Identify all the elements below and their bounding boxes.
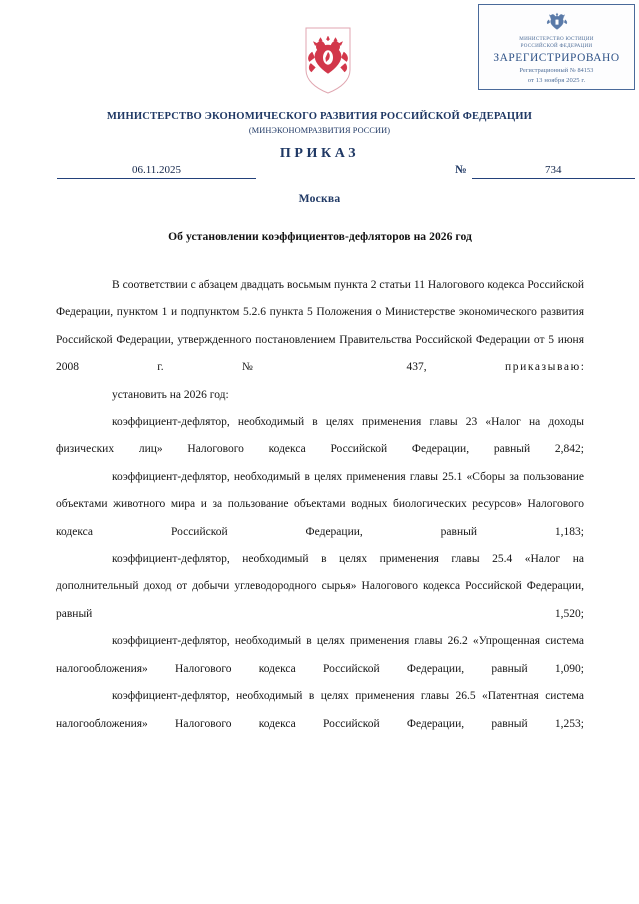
stamp-registration-number: Регистрационный № 84153 bbox=[519, 67, 594, 75]
number-underline bbox=[472, 178, 635, 179]
order-colon: : bbox=[580, 361, 584, 374]
coat-of-arms-emblem bbox=[297, 22, 359, 98]
stamp-ministry-line2: РОССИЙСКОЙ ФЕДЕРАЦИИ bbox=[520, 43, 593, 50]
city-name: Москва bbox=[298, 192, 341, 205]
document-number-field bbox=[455, 162, 635, 179]
ministry-name: МИНИСТЕРСТВО ЭКОНОМИЧЕСКОГО РАЗВИТИЯ РОССИЙСКОЙ ФЕДЕРАЦИИ bbox=[106, 111, 533, 122]
document-date: 06.11.2025 bbox=[131, 164, 182, 176]
date-underline bbox=[57, 178, 256, 179]
paragraph-coefficient-ch25-4: коэффициент-дефлятор, необходимый в целях применения главы 25.4 «Налог на дополнительный доход от добычи углеводородного сырья» Налогового кодекса Российской Федерации, равный 1,520; bbox=[56, 553, 584, 620]
ministry-short-name: (МИНЭКОНОМРАЗВИТИЯ РОССИИ) bbox=[248, 125, 391, 135]
paragraph-coefficient-ch26-2: коэффициент-дефлятор, необходимый в целях применения главы 26.2 «Упрощенная система налогообложения» Налогового кодекса Российской Федерации, равный 1,090; bbox=[56, 635, 584, 675]
document-title: Об установлении коэффициентов-дефляторов на 2026 год bbox=[168, 230, 472, 243]
number-sign: № bbox=[455, 164, 467, 176]
ministry-header bbox=[0, 110, 639, 162]
paragraph-coefficient-ch23: коэффициент-дефлятор, необходимый в целях применения главы 23 «Налог на доходы физических лиц» Налогового кодекса Российской Федерации, равный 2,842; bbox=[56, 416, 584, 456]
paragraph-coefficient-ch26-5: коэффициент-дефлятор, необходимый в целях применения главы 26.5 «Патентная система налогообложения» Налогового кодекса Российской Федерации, равный 1,253; bbox=[56, 690, 584, 730]
russian-coat-of-arms-icon bbox=[544, 9, 570, 35]
preamble-text: В соответствии с абзацем двадцать восьмым пункта 2 статьи 11 Налогового кодекса Российской Федерации, пунктом 1 и подпунктом 5.2.6 пункта 5 Положения о Министерстве экономического развития Российской Федерации, утвержденного постановлением Правительства Российской Федерации от 5 июня 2008 г. № 437, bbox=[56, 279, 584, 374]
russian-federation-coat-of-arms-icon bbox=[297, 22, 359, 98]
stamp-ministry-line1: МИНИСТЕРСТВО ЮСТИЦИИ bbox=[519, 36, 594, 42]
registration-stamp bbox=[478, 4, 635, 90]
document-meta-row bbox=[0, 162, 639, 188]
paragraph-coefficient-ch25-1: коэффициент-дефлятор, необходимый в целях применения главы 25.1 «Сборы за пользование объектами животного мира и за пользование объектами водных биологических ресурсов» Налогового кодекса Российской Федерации, равный 1,183; bbox=[56, 470, 584, 538]
paragraph-preamble bbox=[56, 272, 584, 382]
document-number: 734 bbox=[545, 164, 562, 176]
stamp-status: ЗАРЕГИСТРИРОВАНО bbox=[493, 52, 620, 65]
stamp-registration-date: от 13 ноября 2025 г. bbox=[527, 76, 586, 84]
document-body bbox=[56, 272, 584, 738]
order-verb: приказываю bbox=[504, 361, 581, 374]
document-kind: ПРИКАЗ bbox=[279, 145, 360, 161]
document-date-field bbox=[57, 162, 256, 179]
paragraph-establish: установить на 2026 год: bbox=[112, 388, 229, 401]
